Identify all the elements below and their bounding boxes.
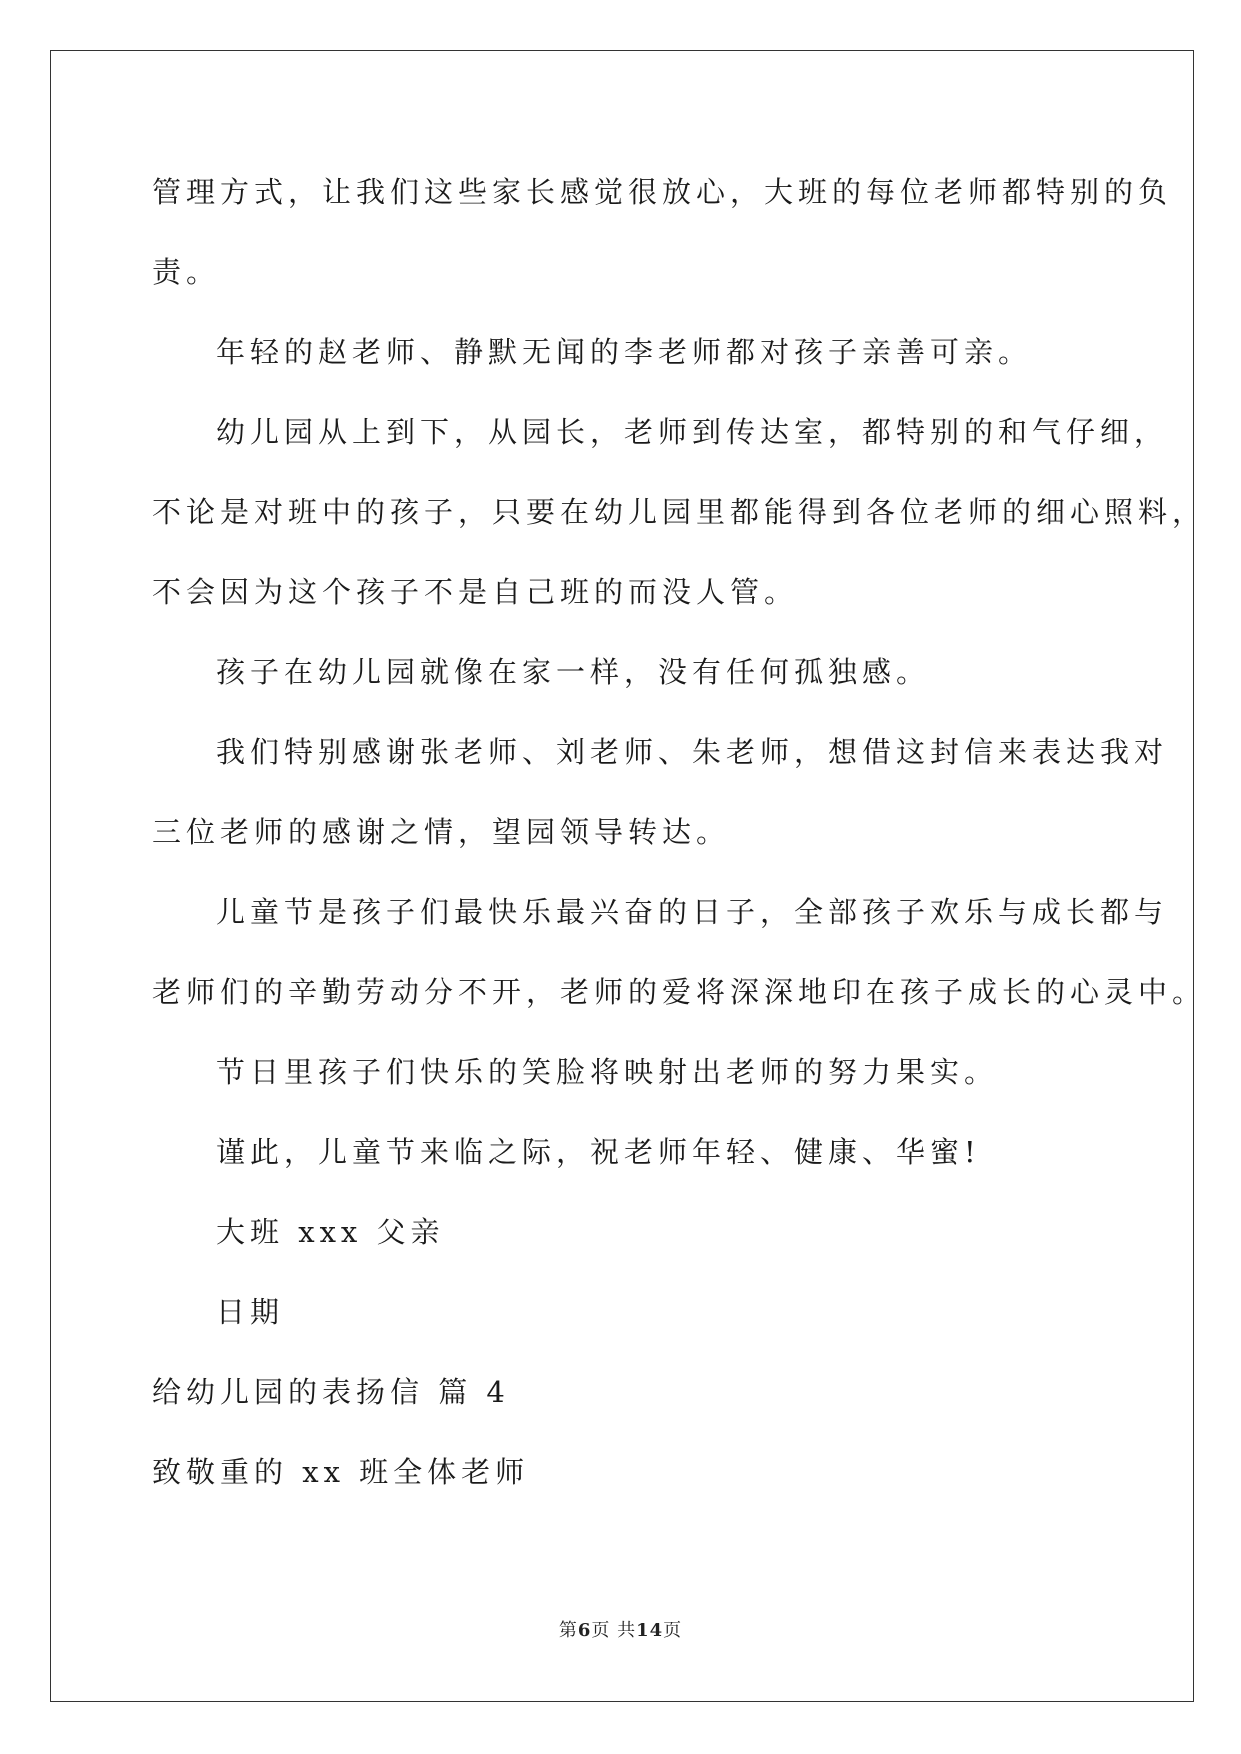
salutation-line: 致敬重的 xx 班全体老师 — [152, 1455, 530, 1489]
footer-suffix: 页 — [663, 1620, 683, 1641]
paragraph-line-13: 谨此，儿童节来临之际，祝老师年轻、健康、华蜜! — [216, 1135, 981, 1169]
paragraph-line-8: 我们特别感谢张老师、刘老师、朱老师，想借这封信来表达我对 — [216, 735, 1169, 769]
paragraph-line-6: 不会因为这个孩子不是自己班的而没人管。 — [152, 575, 799, 609]
date-line: 日期 — [216, 1295, 285, 1329]
footer-total-pages: 14 — [636, 1620, 664, 1641]
paragraph-line-12: 节日里孩子们快乐的笑脸将映射出老师的努力果实。 — [216, 1055, 999, 1089]
section-heading: 给幼儿园的表扬信 篇 4 — [152, 1375, 510, 1409]
paragraph-line-2: 责。 — [152, 255, 221, 289]
paragraph-line-4: 幼儿园从上到下，从园长，老师到传达室，都特别的和气仔细， — [216, 415, 1169, 449]
footer-middle: 页 共 — [591, 1620, 637, 1641]
paragraph-line-9: 三位老师的感谢之情，望园领导转达。 — [152, 815, 731, 849]
signature-line: 大班 xxx 父亲 — [216, 1215, 445, 1249]
paragraph-line-7: 孩子在幼儿园就像在家一样，没有任何孤独感。 — [216, 655, 931, 689]
paragraph-line-5: 不论是对班中的孩子，只要在幼儿园里都能得到各位老师的细心照料， — [152, 495, 1207, 529]
paragraph-line-1: 管理方式，让我们这些家长感觉很放心，大班的每位老师都特别的负 — [152, 175, 1173, 209]
page-footer — [0, 1616, 1241, 1642]
footer-page-number: 6 — [577, 1620, 592, 1641]
footer-prefix: 第 — [558, 1620, 578, 1641]
paragraph-line-3: 年轻的赵老师、静默无闻的李老师都对孩子亲善可亲。 — [216, 335, 1033, 369]
paragraph-line-10: 儿童节是孩子们最快乐最兴奋的日子，全部孩子欢乐与成长都与 — [216, 895, 1169, 929]
paragraph-line-11: 老师们的辛勤劳动分不开，老师的爱将深深地印在孩子成长的心灵中。 — [152, 975, 1207, 1009]
